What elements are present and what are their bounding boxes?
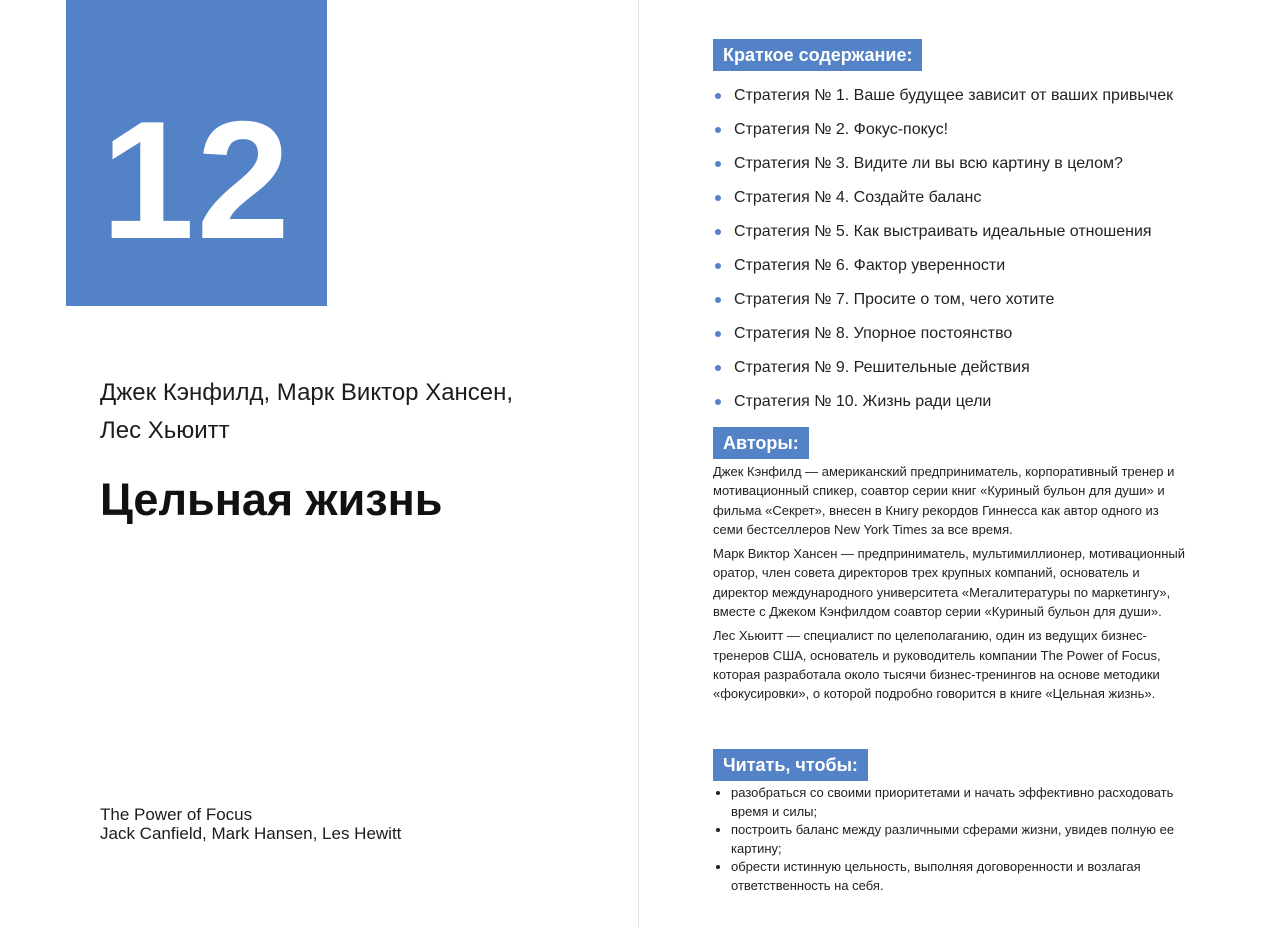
author-bio-paragraph: Лес Хьюитт — специалист по целеполаганию, один из ведущих бизнес-тренеров США, основатель и руководитель компании The Power of Focus, которая разработала около тысячи бизнес-тренингов на основе методики «фокусировки», о которой подробно говорится в книге «Цельная жизнь». xyxy=(713,628,1161,702)
summary-item: Стратегия № 8. Упорное постоянство xyxy=(713,317,1253,351)
read-item: обрести истинную цельность, выполняя договоренности и возлагая ответственность на себя. xyxy=(713,858,1213,895)
summary-item: Стратегия № 4. Создайте баланс xyxy=(713,181,1253,215)
book-authors xyxy=(100,374,580,450)
author-bio-paragraph: Джек Кэнфилд — американский предприниматель, корпоративный тренер и мотивационный спикер, соавтор серии книг «Куриный бульон для души» и фильма «Секрет», внесен в Книгу рекордов Гиннесса как автор одного из семи бестселлеров New York Times за все время. xyxy=(713,464,1175,537)
summary-item: Стратегия № 5. Как выстраивать идеальные отношения xyxy=(713,215,1253,249)
authors-line-1: Джек Кэнфилд, Марк Виктор Хансен, xyxy=(100,379,514,406)
summary-heading: Краткое содержание: xyxy=(713,39,922,71)
summary-item: Стратегия № 7. Просите о том, чего хотите xyxy=(713,283,1253,317)
book-title: Цельная жизнь xyxy=(100,474,443,525)
authors-heading: Авторы: xyxy=(713,427,809,459)
summary-item: Стратегия № 9. Решительные действия xyxy=(713,351,1253,385)
right-page xyxy=(639,0,1275,927)
summary-item: Стратегия № 2. Фокус-покус! xyxy=(713,113,1253,147)
read-list xyxy=(713,784,1213,895)
read-item: разобраться со своими приоритетами и начать эффективно расходовать время и силы; xyxy=(713,784,1213,821)
author-bio-paragraph: Марк Виктор Хансен — предприниматель, мультимиллионер, мотивационный оратор, член совета директоров трех крупных компаний, основатель и директор международного университета «Мегалитературы по маркетингу», вместе с Джеком Кэнфилдом соавтор серии «Куриный бульон для души». xyxy=(713,546,1186,620)
chapter-number: 12 xyxy=(101,86,292,274)
read-item: построить баланс между различными сферами жизни, увидев полную ее картину; xyxy=(713,821,1213,858)
chapter-number-block xyxy=(66,0,327,306)
authors-line-2: Лес Хьюитт xyxy=(100,417,230,444)
summary-list xyxy=(713,79,1253,419)
original-authors: Jack Canfield, Mark Hansen, Les Hewitt xyxy=(100,824,402,843)
original-title: The Power of Focus xyxy=(100,805,253,824)
summary-item: Стратегия № 1. Ваше будущее зависит от ваших привычек xyxy=(713,79,1253,113)
authors-bio xyxy=(713,462,1191,709)
original-edition xyxy=(100,805,520,843)
read-heading: Читать, чтобы: xyxy=(713,749,868,781)
summary-item: Стратегия № 10. Жизнь ради цели xyxy=(713,385,1253,419)
summary-item: Стратегия № 3. Видите ли вы всю картину в целом? xyxy=(713,147,1253,181)
summary-item: Стратегия № 6. Фактор уверенности xyxy=(713,249,1253,283)
